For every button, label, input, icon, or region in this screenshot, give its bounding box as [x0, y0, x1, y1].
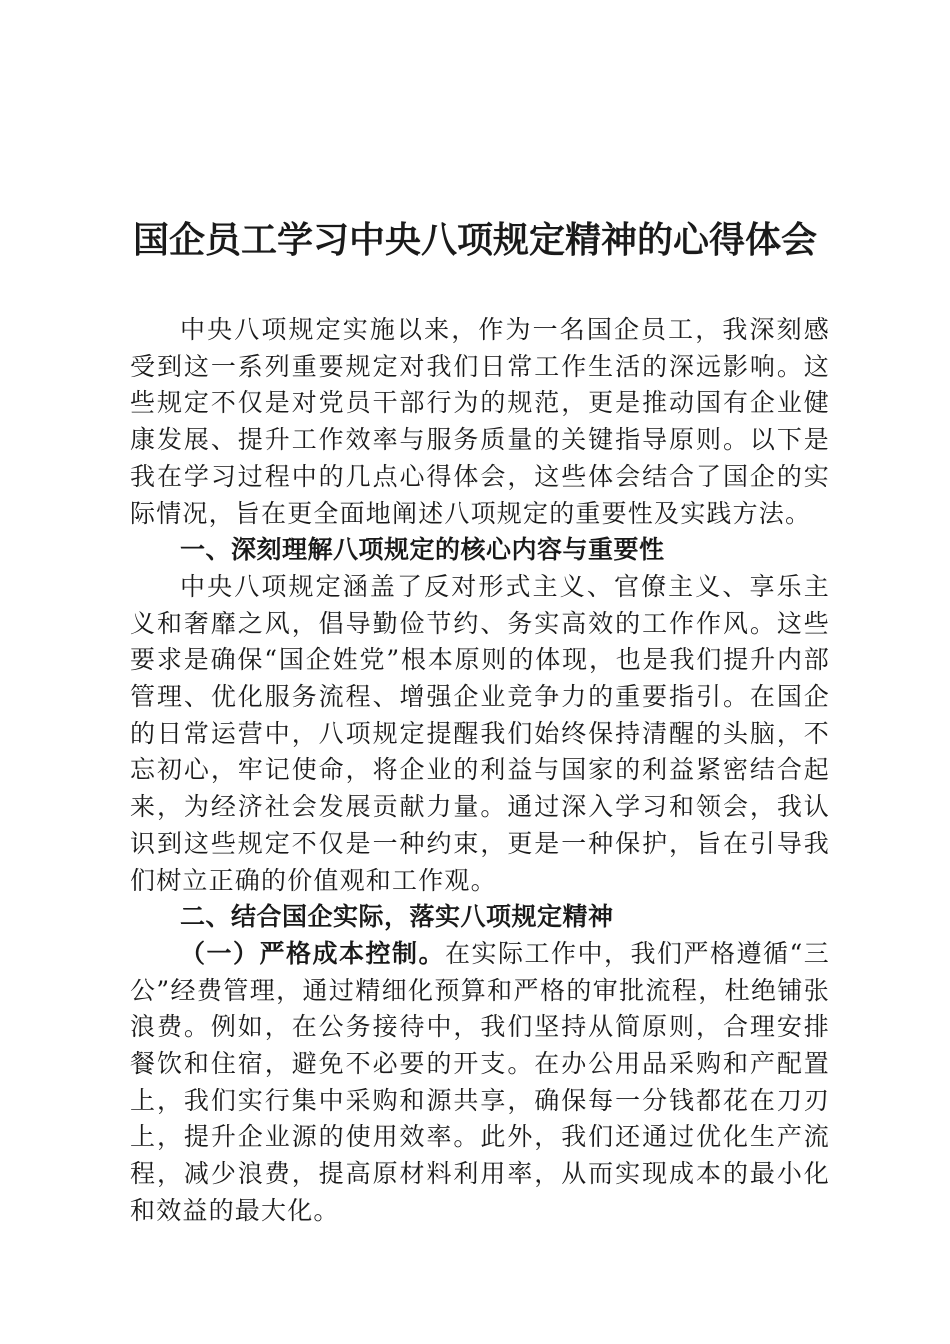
intro-paragraph: 中央八项规定实施以来，作为一名国企员工，我深刻感受到这一系列重要规定对我们日常工作生活的深远影响。这些规定不仅是对党员干部行为的规范，更是推动国有企业健康发展、提升工作效率与服务质量的关键指导原则。以下是我在学习过程中的几点心得体会，这些体会结合了国企的实际情况，旨在更全面地阐述八项规定的重要性及实践方法。: [130, 315, 830, 528]
section-2-paragraph: [130, 936, 830, 1230]
section-heading-2: 二、结合国企实际，落实八项规定精神: [180, 902, 614, 932]
document-body: [130, 312, 830, 1230]
subsection-lead: （一）严格成本控制。: [180, 938, 445, 968]
section-1-paragraph: 中央八项规定涵盖了反对形式主义、官僚主义、享乐主义和奢靡之风，倡导勤俭节约、务实高效的工作作风。这些要求是确保“国企姓党”根本原则的体现，也是我们提升内部管理、优化服务流程、增强企业竞争力的重要指引。在国企的日常运营中，八项规定提醒我们始终保持清醒的头脑，不忘初心，牢记使命，将企业的利益与国家的利益紧密结合起来，为经济社会发展贡献力量。通过深入学习和领会，我认识到这些规定不仅是一种约束，更是一种保护，旨在引导我们树立正确的价值观和工作观。: [130, 571, 830, 895]
document-title: 国企员工学习中央八项规定精神的心得体会: [132, 219, 817, 261]
section-heading-1: 一、深刻理解八项规定的核心内容与重要性: [180, 535, 665, 565]
subsection-text: 在实际工作中，我们严格遵循“三公”经费管理，通过精细化预算和严格的审批流程，杜绝铺张浪费。例如，在公务接待中，我们坚持从简原则，合理安排餐饮和住宿，避免不必要的开支。在办公用品采购和产配置上，我们实行集中采购和源共享，确保每一分钱都花在刀刃上，提升企业源的使用效率。此外，我们还通过优化生产流程，减少浪费，提高原材料利用率，从而实现成本的最小化和效益的最大化。: [130, 938, 830, 1225]
